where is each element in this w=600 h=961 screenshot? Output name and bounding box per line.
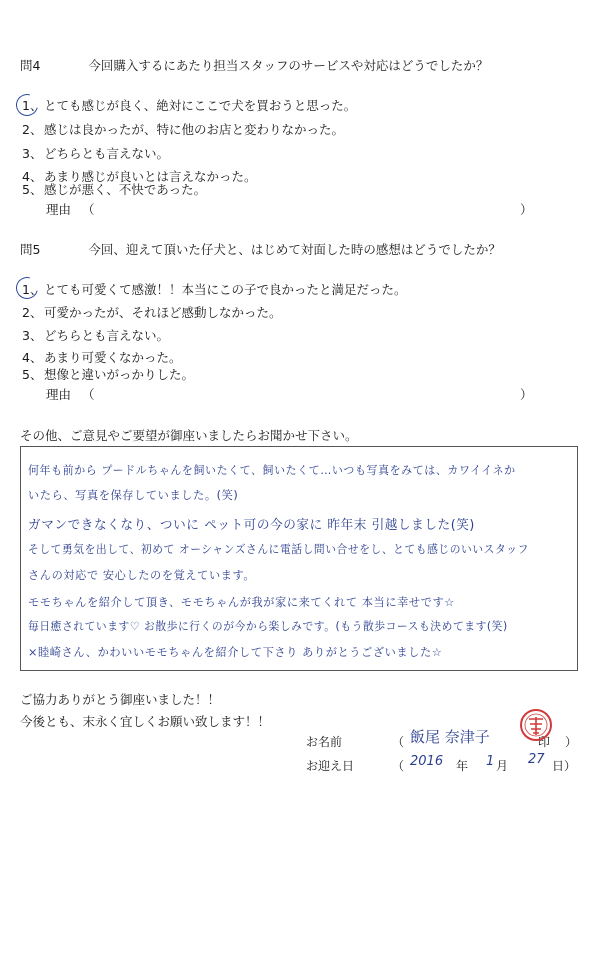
- q4-number: 問4: [20, 58, 41, 73]
- q5-number: 問5: [20, 242, 41, 257]
- comment-line-2: いたら、写真を保存していました。(笑): [28, 489, 239, 502]
- comment-line-8: ×睦崎さん、かわいいモモちゃんを紹介して下さり ありがとうございました☆: [28, 646, 443, 659]
- q5-paren-open: （: [82, 387, 95, 402]
- comment-box[interactable]: [20, 446, 578, 671]
- q4-reason-label: 理由: [46, 202, 72, 217]
- other-prompt: その他、ご意見やご要望が御座いましたらお聞かせ下さい。: [20, 428, 358, 443]
- date-day[interactable]: 27: [528, 752, 545, 767]
- comment-line-6: モモちゃんを紹介して頂き、モモちゃんが我が家に来てくれて 本当に幸せです☆: [28, 596, 455, 609]
- q4-option-4[interactable]: 4、 あまり感じが良いとは言えなかった。: [22, 169, 257, 184]
- q5-option-2[interactable]: 2、 可愛かったが、それほど感動しなかった。: [22, 305, 282, 320]
- q5-option-4[interactable]: 4、 あまり可愛くなかった。: [22, 350, 182, 365]
- thanks-line-2: 今後とも、末永く宜しくお願い致します！！: [20, 714, 271, 729]
- comment-line-7: 毎日癒されています♡ お散歩に行くのが今から楽しみです。(もう散歩コースも決めてます(笑): [28, 620, 508, 633]
- name-label: お名前: [306, 735, 343, 749]
- date-label: お迎え日: [306, 759, 355, 773]
- comment-line-5: さんの対応で 安心したのを覚えています。: [28, 569, 256, 582]
- q5-text: 今回、迎えて頂いた仔犬と、はじめて対面した時の感想はどうでしたか？: [88, 242, 501, 257]
- q5-header: [20, 240, 501, 258]
- q5-reason-label: 理由: [46, 387, 72, 402]
- name-value[interactable]: 飯尾 奈津子: [410, 728, 490, 746]
- q4-header: [20, 56, 488, 74]
- q5-option-1[interactable]: 1、 とても可愛くて感激！！本当にこの子で良かったと満足だった。: [22, 282, 407, 297]
- date-month-unit: 月: [496, 759, 509, 773]
- date-day-unit: 日）: [552, 759, 577, 773]
- date-month[interactable]: 1: [486, 754, 495, 769]
- name-seal: 印: [538, 735, 551, 749]
- q4-option-3[interactable]: 3、 どちらとも言えない。: [22, 146, 170, 161]
- date-year[interactable]: 2016: [410, 754, 444, 769]
- q4-option-1[interactable]: 1、 とても感じが良く、絶対にここで犬を買おうと思った。: [22, 98, 357, 113]
- q4-text: 今回購入するにあたり担当スタッフのサービスや対応はどうでしたか？: [88, 58, 489, 73]
- q4-option-5[interactable]: 5、 感じが悪く、不快であった。: [22, 182, 207, 197]
- seal-stamp-icon: [518, 707, 554, 743]
- name-paren-open: （: [392, 735, 405, 749]
- q4-option-2[interactable]: 2、 感じは良かったが、特に他のお店と変わりなかった。: [22, 122, 345, 137]
- q4-paren-close: ）: [520, 202, 533, 217]
- comment-line-1: 何年も前から プードルちゃんを飼いたくて、飼いたくて…いつも写真をみては、カワイイネか: [28, 464, 516, 477]
- date-year-unit: 年: [456, 759, 469, 773]
- q5-paren-close: ）: [520, 387, 533, 402]
- q5-option-3[interactable]: 3、 どちらとも言えない。: [22, 328, 170, 343]
- name-paren-close: ）: [565, 735, 578, 749]
- comment-line-4: そして勇気を出して、初めて オーシャンズさんに電話し問い合せをし、とても感じのいいスタッフ: [28, 543, 529, 556]
- q4-paren-open: （: [82, 202, 95, 217]
- thanks-line-1: ご協力ありがとう御座いました！！: [20, 692, 221, 707]
- date-paren-open: （: [392, 759, 405, 773]
- q5-option-5[interactable]: 5、 想像と違いがっかりした。: [22, 367, 195, 382]
- comment-line-3: ガマンできなくなり、ついに ペット可の今の家に 昨年末 引越しました(笑): [28, 518, 475, 533]
